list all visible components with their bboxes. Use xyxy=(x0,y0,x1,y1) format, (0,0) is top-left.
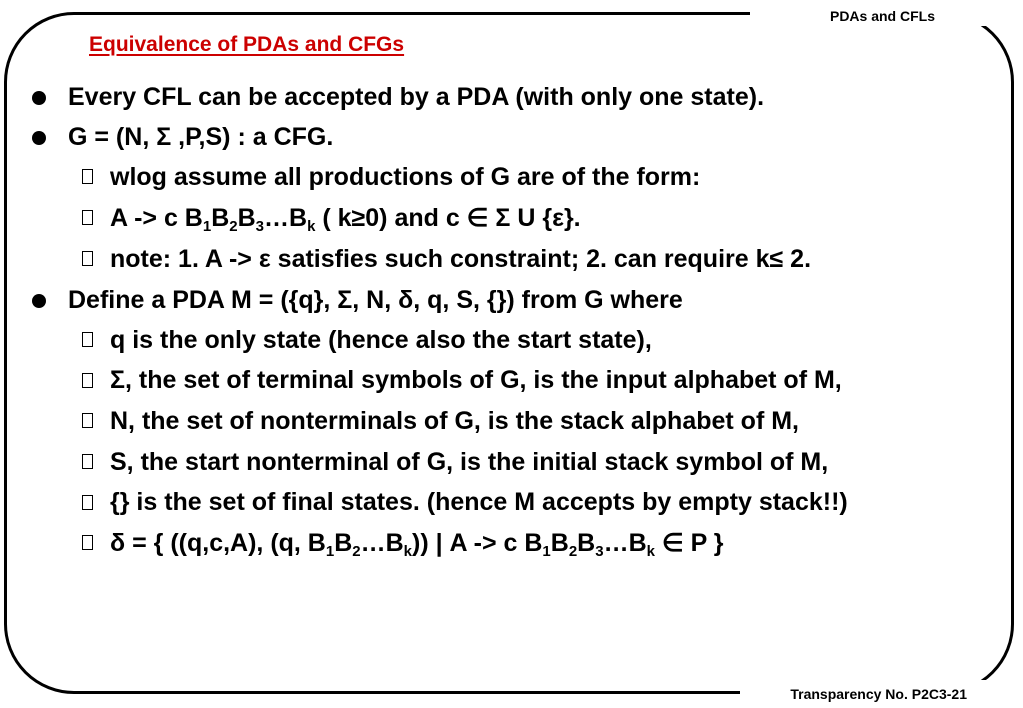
sub-bullet-text: Σ, the set of terminal symbols of G, is the input alphabet of M, xyxy=(110,366,842,394)
bullet-item xyxy=(30,120,1020,154)
sub-bullet-box-icon xyxy=(82,495,93,510)
bullet-dot-icon xyxy=(32,91,46,105)
bullet-text: Define a PDA M = ({q}, Σ, N, δ, q, S, {}) from G where xyxy=(68,286,683,314)
sub-bullet-box-icon xyxy=(82,210,93,225)
sub-bullet-text: note: 1. A -> ε satisfies such constraint; 2. can require k≤ 2. xyxy=(110,245,812,273)
bullet-text: G = (N, Σ ,P,S) : a CFG. xyxy=(68,123,334,151)
bullet-dot-icon xyxy=(32,131,46,145)
delta-definition: δ = { ((q,c,A), (q, $B_1B_2\dots B_k$)) | A -> c $B_1B_2B_3\dots B_k$ ∈ P } xyxy=(110,529,724,560)
sub-bullet-text: {} is the set of final states. (hence M accepts by empty stack!!) xyxy=(110,488,848,516)
sub-bullet-text: S, the start nonterminal of G, is the initial stack symbol of M, xyxy=(110,448,829,476)
bullet-item xyxy=(30,283,1020,317)
sub-bullet-item xyxy=(30,323,1020,357)
sub-bullet-item xyxy=(30,242,1020,276)
bullet-text: Every CFL can be accepted by a PDA (with only one state). xyxy=(68,83,765,111)
footer-label: Transparency No. P2C3-21 xyxy=(790,686,967,702)
sub-bullet-text: wlog assume all productions of G are of the form: xyxy=(110,163,701,191)
slide-title: Equivalence of PDAs and CFGs xyxy=(89,33,405,56)
sub-bullet-item xyxy=(30,526,1020,560)
sub-bullet-box-icon xyxy=(82,413,93,428)
sub-bullet-item xyxy=(30,364,1010,397)
sub-bullet-box-icon xyxy=(82,535,93,550)
bullet-item xyxy=(30,80,1020,114)
slide-content xyxy=(30,80,1020,567)
sub-bullet-box-icon xyxy=(82,454,93,469)
header-label: PDAs and CFLs xyxy=(829,8,935,24)
sub-bullet-text: N, the set of nonterminals of G, is the stack alphabet of M, xyxy=(110,407,799,435)
sub-bullet-box-icon xyxy=(82,169,93,184)
sub-bullet-item xyxy=(30,201,1020,235)
sub-bullet-text: q is the only state (hence also the start state), xyxy=(110,326,652,354)
sub-bullet-box-icon xyxy=(82,332,93,347)
sub-bullet-item xyxy=(30,486,1010,519)
sub-bullet-box-icon xyxy=(82,251,93,266)
sub-bullet-box-icon xyxy=(82,373,93,388)
bullet-dot-icon xyxy=(32,294,46,308)
sub-bullet-item xyxy=(30,404,1020,438)
sub-bullet-item xyxy=(30,160,1020,194)
production-form: A -> c $B_1B_2B_3\dots B_k$ ( k≥0) and c ∈ Σ U {ε}. xyxy=(110,204,581,235)
sub-bullet-item xyxy=(30,445,1020,479)
